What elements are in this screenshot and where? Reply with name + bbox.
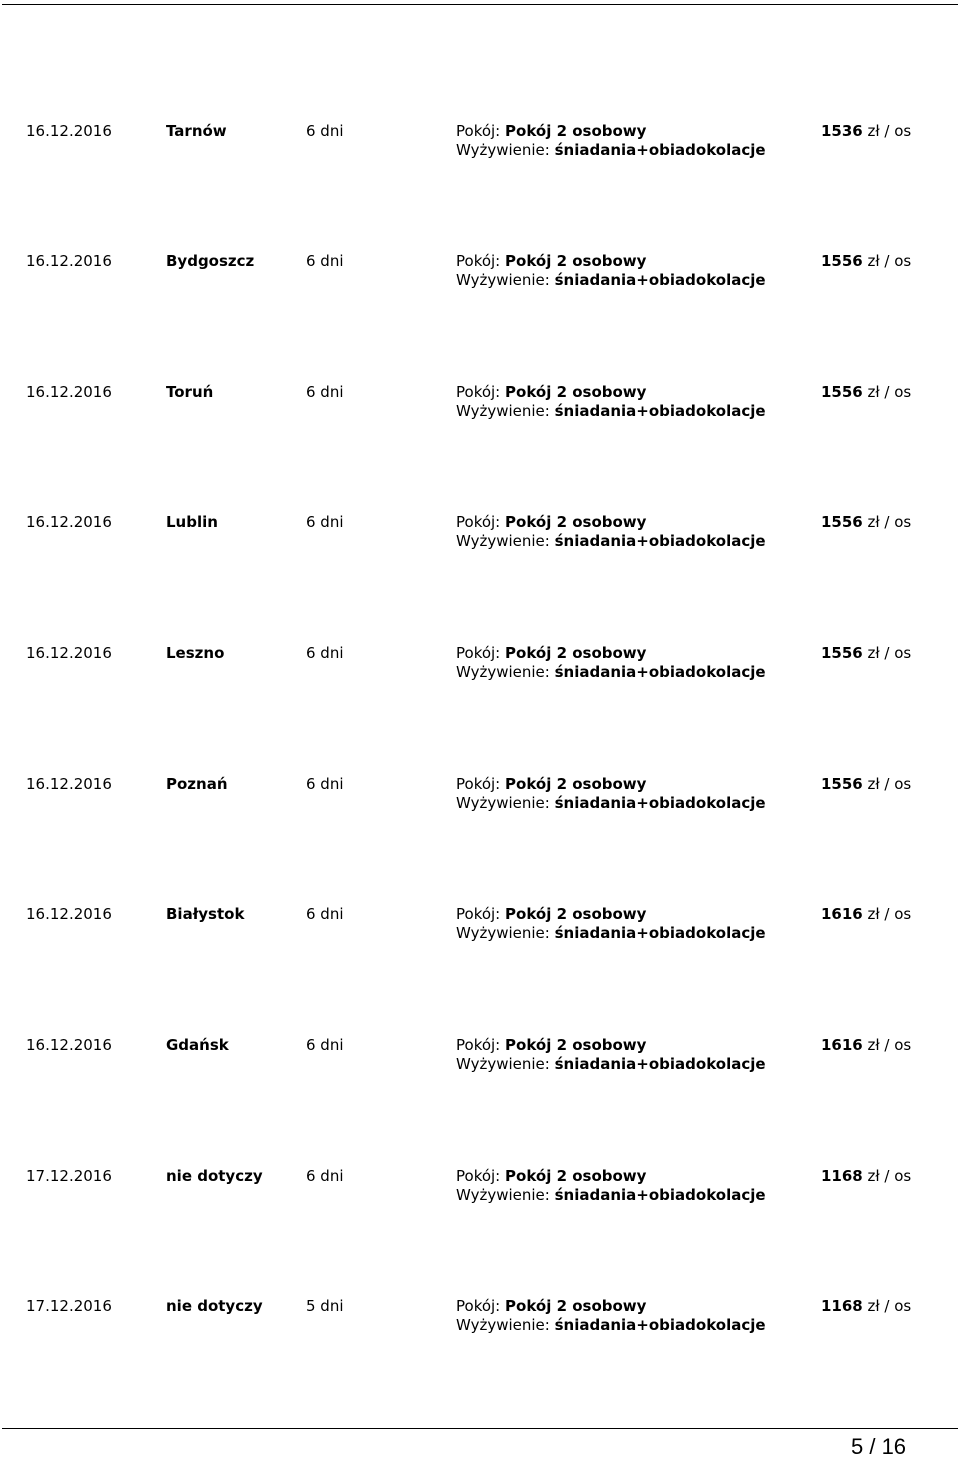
price-unit: zł / os	[867, 1036, 912, 1054]
room-value: Pokój 2 osobowy	[505, 122, 647, 140]
price-unit: zł / os	[867, 644, 912, 662]
offer-city: Lublin	[166, 513, 218, 531]
offer-details	[456, 905, 766, 943]
offer-date: 16.12.2016	[26, 252, 112, 270]
offer-duration: 6 dni	[306, 905, 344, 923]
offer-city: Gdańsk	[166, 1036, 229, 1054]
board-line	[456, 402, 766, 421]
room-label: Pokój:	[456, 383, 501, 401]
board-label: Wyżywienie:	[456, 532, 550, 550]
offer-duration: 6 dni	[306, 1036, 344, 1054]
price-unit: zł / os	[867, 1297, 912, 1315]
offer-city: nie dotyczy	[166, 1297, 263, 1315]
room-label: Pokój:	[456, 252, 501, 270]
board-label: Wyżywienie:	[456, 924, 550, 942]
offer-date: 17.12.2016	[26, 1297, 112, 1315]
offer-date: 16.12.2016	[26, 122, 112, 140]
room-value: Pokój 2 osobowy	[505, 252, 647, 270]
price-unit: zł / os	[867, 775, 912, 793]
offer-duration: 5 dni	[306, 1297, 344, 1315]
page-number: 5 / 16	[851, 1434, 907, 1459]
price-value: 1536	[821, 122, 863, 140]
offer-row	[0, 775, 960, 815]
board-line	[456, 924, 766, 943]
offer-details	[456, 1167, 766, 1205]
board-value: śniadania+obiadokolacje	[554, 924, 766, 942]
room-line	[456, 775, 766, 794]
board-label: Wyżywienie:	[456, 141, 550, 159]
room-line	[456, 122, 766, 141]
room-label: Pokój:	[456, 775, 501, 793]
price-unit: zł / os	[867, 122, 912, 140]
offer-row	[0, 644, 960, 684]
room-value: Pokój 2 osobowy	[505, 383, 647, 401]
room-label: Pokój:	[456, 513, 501, 531]
room-value: Pokój 2 osobowy	[505, 1167, 647, 1185]
room-value: Pokój 2 osobowy	[505, 775, 647, 793]
offer-date: 16.12.2016	[26, 513, 112, 531]
offer-price	[821, 252, 911, 271]
offer-date: 16.12.2016	[26, 383, 112, 401]
board-line	[456, 1316, 766, 1335]
room-value: Pokój 2 osobowy	[505, 905, 647, 923]
offer-price	[821, 775, 911, 794]
price-value: 1556	[821, 775, 863, 793]
offer-row	[0, 513, 960, 553]
room-label: Pokój:	[456, 644, 501, 662]
board-label: Wyżywienie:	[456, 794, 550, 812]
offer-details	[456, 1036, 766, 1074]
room-label: Pokój:	[456, 905, 501, 923]
price-value: 1168	[821, 1167, 863, 1185]
board-value: śniadania+obiadokolacje	[554, 1316, 766, 1334]
price-unit: zł / os	[867, 383, 912, 401]
board-value: śniadania+obiadokolacje	[554, 1055, 766, 1073]
board-line	[456, 794, 766, 813]
offer-duration: 6 dni	[306, 513, 344, 531]
room-value: Pokój 2 osobowy	[505, 513, 647, 531]
board-label: Wyżywienie:	[456, 1055, 550, 1073]
offer-duration: 6 dni	[306, 775, 344, 793]
offer-details	[456, 383, 766, 421]
offer-details	[456, 1297, 766, 1335]
offer-city: nie dotyczy	[166, 1167, 263, 1185]
board-value: śniadania+obiadokolacje	[554, 532, 766, 550]
board-value: śniadania+obiadokolacje	[554, 141, 766, 159]
offer-date: 16.12.2016	[26, 644, 112, 662]
price-value: 1556	[821, 383, 863, 401]
offer-duration: 6 dni	[306, 1167, 344, 1185]
offer-price	[821, 905, 911, 924]
offer-price	[821, 1297, 911, 1316]
offer-details	[456, 644, 766, 682]
offer-city: Leszno	[166, 644, 225, 662]
offer-city: Tarnów	[166, 122, 227, 140]
price-unit: zł / os	[867, 1167, 912, 1185]
offer-details	[456, 775, 766, 813]
offer-row	[0, 252, 960, 292]
offer-price	[821, 644, 911, 663]
offer-price	[821, 122, 911, 141]
room-value: Pokój 2 osobowy	[505, 1297, 647, 1315]
price-unit: zł / os	[867, 513, 912, 531]
offer-details	[456, 122, 766, 160]
offer-row	[0, 1297, 960, 1337]
price-value: 1556	[821, 513, 863, 531]
price-value: 1556	[821, 644, 863, 662]
board-label: Wyżywienie:	[456, 271, 550, 289]
board-value: śniadania+obiadokolacje	[554, 663, 766, 681]
board-label: Wyżywienie:	[456, 663, 550, 681]
board-line	[456, 271, 766, 290]
price-value: 1556	[821, 252, 863, 270]
offer-date: 17.12.2016	[26, 1167, 112, 1185]
offer-details	[456, 513, 766, 551]
offer-city: Białystok	[166, 905, 245, 923]
room-line	[456, 1297, 766, 1316]
offer-date: 16.12.2016	[26, 1036, 112, 1054]
board-label: Wyżywienie:	[456, 1316, 550, 1334]
top-divider	[2, 4, 958, 5]
room-line	[456, 513, 766, 532]
room-line	[456, 1167, 766, 1186]
offer-row	[0, 905, 960, 945]
offer-duration: 6 dni	[306, 383, 344, 401]
board-line	[456, 141, 766, 160]
room-label: Pokój:	[456, 1036, 501, 1054]
board-value: śniadania+obiadokolacje	[554, 1186, 766, 1204]
room-line	[456, 252, 766, 271]
board-line	[456, 1055, 766, 1074]
board-value: śniadania+obiadokolacje	[554, 794, 766, 812]
offer-date: 16.12.2016	[26, 775, 112, 793]
board-label: Wyżywienie:	[456, 1186, 550, 1204]
price-value: 1168	[821, 1297, 863, 1315]
offer-city: Toruń	[166, 383, 214, 401]
offer-details	[456, 252, 766, 290]
price-value: 1616	[821, 905, 863, 923]
offer-price	[821, 1036, 911, 1055]
offer-price	[821, 1167, 911, 1186]
footer-divider	[2, 1428, 958, 1429]
offer-duration: 6 dni	[306, 644, 344, 662]
board-label: Wyżywienie:	[456, 402, 550, 420]
board-value: śniadania+obiadokolacje	[554, 271, 766, 289]
room-line	[456, 1036, 766, 1055]
board-line	[456, 663, 766, 682]
offer-row	[0, 1167, 960, 1207]
price-unit: zł / os	[867, 905, 912, 923]
room-label: Pokój:	[456, 122, 501, 140]
room-line	[456, 383, 766, 402]
offer-row	[0, 1036, 960, 1076]
offer-date: 16.12.2016	[26, 905, 112, 923]
price-value: 1616	[821, 1036, 863, 1054]
offer-city: Bydgoszcz	[166, 252, 255, 270]
board-line	[456, 1186, 766, 1205]
offer-price	[821, 383, 911, 402]
room-value: Pokój 2 osobowy	[505, 644, 647, 662]
board-value: śniadania+obiadokolacje	[554, 402, 766, 420]
offer-price	[821, 513, 911, 532]
offer-city: Poznań	[166, 775, 228, 793]
offer-duration: 6 dni	[306, 252, 344, 270]
price-unit: zł / os	[867, 252, 912, 270]
room-line	[456, 644, 766, 663]
board-line	[456, 532, 766, 551]
offer-row	[0, 122, 960, 162]
room-label: Pokój:	[456, 1297, 501, 1315]
room-line	[456, 905, 766, 924]
room-value: Pokój 2 osobowy	[505, 1036, 647, 1054]
room-label: Pokój:	[456, 1167, 501, 1185]
offer-row	[0, 383, 960, 423]
offer-duration: 6 dni	[306, 122, 344, 140]
